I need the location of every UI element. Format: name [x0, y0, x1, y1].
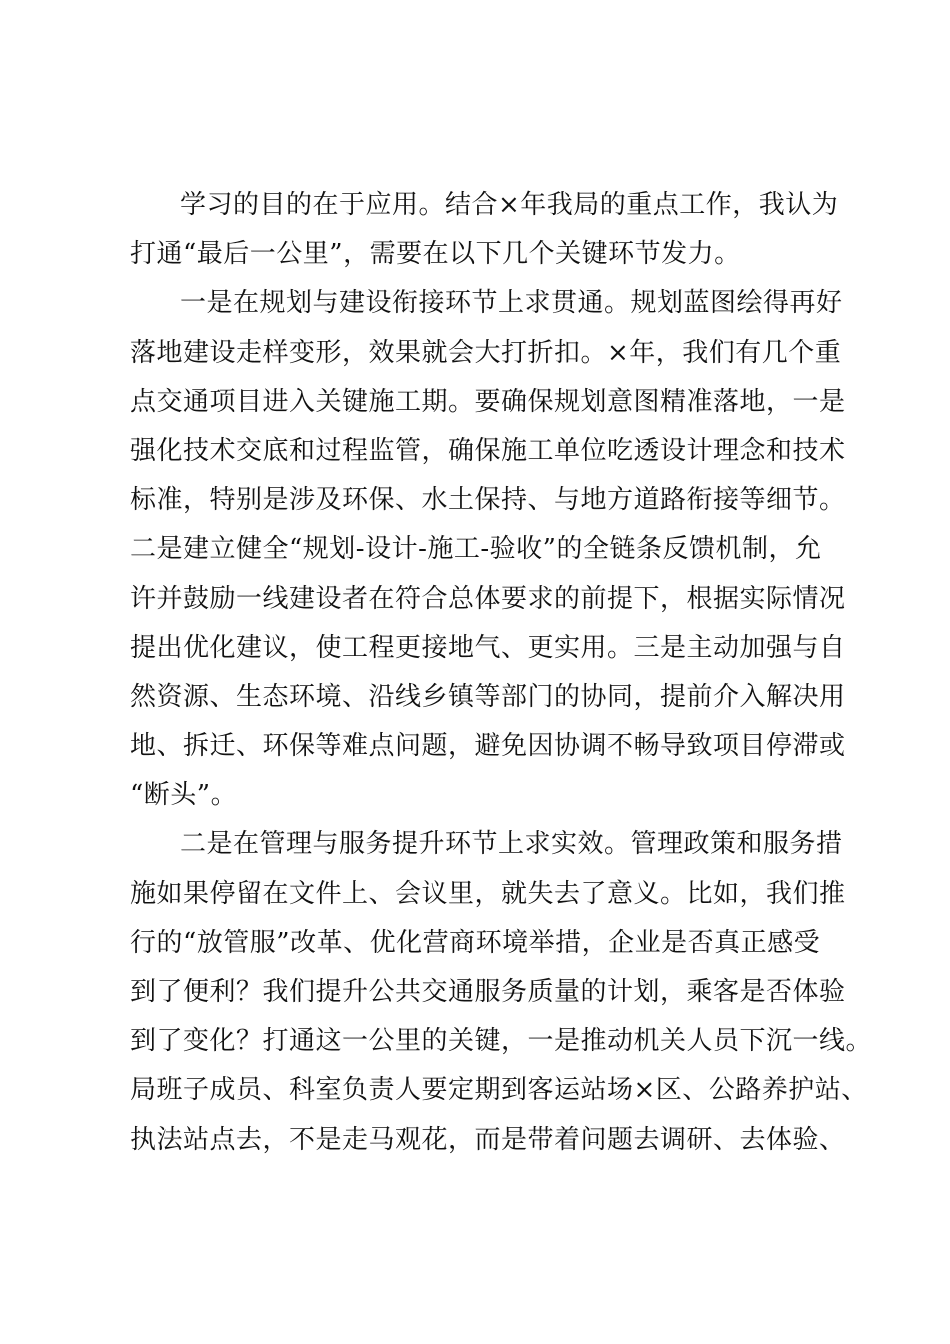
- text-line: 点交通项目进入关键施工期。要确保规划意图精准落地，一是: [130, 386, 846, 417]
- text-line: 二是在管理与服务提升环节上求实效。管理政策和服务措: [180, 829, 843, 860]
- text-line: 行的“放管服”改革、优化营商环境举措，企业是否真正感受: [130, 927, 821, 958]
- paragraph-1: [130, 181, 839, 279]
- text-line: 一是在规划与建设衔接环节上求贯通。规划蓝图绘得再好: [180, 288, 843, 319]
- text-line: 到了便利？我们提升公共交通服务质量的计划，乘客是否体验: [130, 977, 846, 1007]
- text-line: 地、拆迁、环保等难点问题，避免因协调不畅导致项目停滞或: [130, 731, 846, 762]
- text-line: 二是建立健全“规划-设计-施工-验收”的全链条反馈机制，允: [130, 534, 822, 565]
- text-line: 执法站点去，不是走马观花，而是带着问题去调研、去体验、: [130, 1124, 846, 1155]
- text-line: 强化技术交底和过程监管，确保施工单位吃透设计理念和技术: [130, 435, 846, 466]
- text-line: 标准，特别是涉及环保、水土保持、与地方道路衔接等细节。: [130, 485, 846, 516]
- text-line: 提出优化建议，使工程更接地气、更实用。三是主动加强与自: [130, 632, 846, 663]
- text-line: 施如果停留在文件上、会议里，就失去了意义。比如，我们推: [130, 878, 846, 909]
- text-line: 到了变化？打通这一公里的关键，一是推动机关人员下沉一线。: [130, 1026, 873, 1057]
- paragraph-2: [130, 279, 846, 820]
- document-page: [130, 181, 873, 1165]
- text-line: 打通“最后一公里”，需要在以下几个关键环节发力。: [130, 239, 741, 270]
- text-line: 局班子成员、科室负责人要定期到客运站场×区、公路养护站、: [130, 1075, 868, 1106]
- text-line: 落地建设走样变形，效果就会大打折扣。×年，我们有几个重: [130, 337, 842, 368]
- text-line: 许并鼓励一线建设者在符合总体要求的前提下，根据实际情况: [130, 583, 846, 614]
- paragraph-3: [130, 820, 873, 1164]
- text-line: 学习的目的在于应用。结合×年我局的重点工作，我认为: [180, 190, 839, 220]
- text-line: 然资源、生态环境、沿线乡镇等部门的协同，提前介入解决用: [130, 681, 846, 712]
- text-line: “断头”。: [130, 780, 238, 811]
